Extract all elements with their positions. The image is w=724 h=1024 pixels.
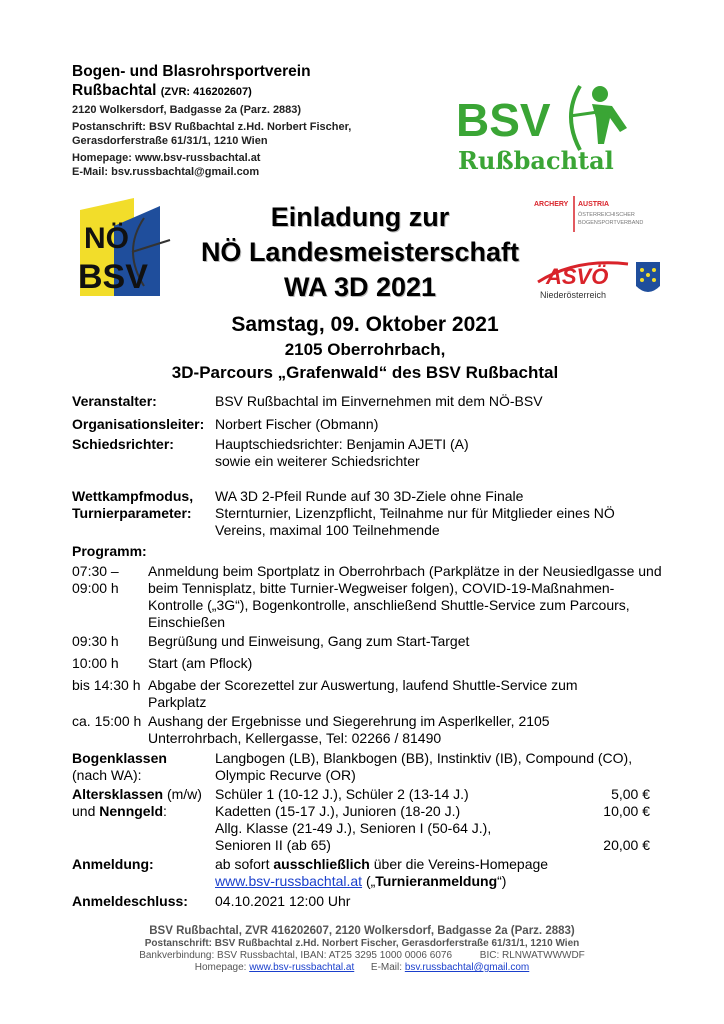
asvo-text: ASVÖ (546, 264, 609, 289)
event-place: 2105 Oberrohrbach, (284, 340, 446, 359)
bogenklassen-value2: Olympic Recurve (OR) (215, 767, 356, 783)
prog-time-5: ca. 15:00 h (72, 713, 142, 729)
programm-label: Programm: (72, 543, 147, 559)
event-course: 3D-Parcours „Grafenwald“ des BSV Rußbachtal (171, 363, 559, 382)
event-info (60, 312, 670, 384)
prog-time-1a: 07:30 – (72, 563, 119, 579)
org-value: Norbert Fischer (Obmann) (215, 416, 379, 432)
altersklassen-row3: Allg. Klasse (21-49 J.), Senioren I (50-64 J.), (215, 820, 492, 836)
noe-logo-bottom-text: BSV (78, 258, 148, 296)
archery-text: ARCHERY (534, 201, 569, 208)
prog-text-3: Start (am Pflock) (148, 655, 253, 671)
title-line3: WA 3D 2021 (283, 272, 437, 302)
schied-value2: sowie ein weiterer Schiedsrichter (215, 453, 420, 469)
prog-time-2: 09:30 h (72, 633, 119, 649)
eagle-dot-icon (640, 268, 644, 272)
footer-email-label: E-Mail: (354, 962, 405, 973)
noe-bsv-logo-graphic (74, 196, 174, 301)
footer (60, 924, 664, 974)
bsv-logo-letters: BSV (456, 94, 551, 146)
modus-value2: Sternturnier, Lizenzpflicht, Teilnahme nur für Mitglieder eines NÖ (215, 505, 615, 521)
altersklassen-label-bold: Altersklassen (72, 786, 164, 802)
club-name (72, 62, 311, 102)
archery-austria-logo (534, 194, 664, 234)
club-name-line1: Bogen- und Blasrohrsportverein (72, 63, 311, 80)
club-postal-line1: Postanschrift: BSV Rußbachtal z.Hd. Norbert Fischer, (72, 121, 352, 133)
altersklassen-row2: Kadetten (15-17 J.), Junioren (18-20 J.) (215, 803, 461, 819)
prog-time-4: bis 14:30 h (72, 677, 141, 693)
veranstalter-label: Veranstalter: (72, 393, 157, 409)
club-zvr: (ZVR: 416202607) (160, 86, 252, 98)
altersklassen-label-suffix: (m/w) (163, 786, 202, 802)
club-address: 2120 Wolkersdorf, Badgasse 2a (Parz. 2883) (72, 104, 302, 116)
prog-time-1b: 09:00 h (72, 580, 119, 596)
modus-value1: WA 3D 2-Pfeil Runde auf 30 3D-Ziele ohne Finale (215, 488, 524, 504)
altersklassen-row4: Senioren II (ab 65) (215, 837, 331, 853)
fee-1: 5,00 € (611, 786, 650, 802)
homepage-link[interactable]: www.bsv-russbachtal.at (215, 873, 363, 889)
schied-value1: Hauptschiedsrichter: Benjamin AJETI (A) (215, 436, 469, 452)
nenngeld-label (72, 803, 167, 820)
bsv-logo-graphic (452, 66, 652, 176)
noe-bsv-logo (74, 196, 174, 301)
eagle-dot-icon (640, 278, 644, 282)
prog-text-1: Anmeldung beim Sportplatz in Oberrohrbach (Parkplätze in der Neusiedlgasse und beim Tennisplatz, bitte Turnier-Wegweiser folgen), COVID-19-Maßnahmen-Kontrolle („3G“), Bogenkontrolle, anschließend Shuttle-Service zum Parcours, Einschießen (148, 563, 662, 630)
footer-line4 (60, 962, 664, 974)
archery-austria-graphic (534, 194, 664, 234)
nenngeld-label-prefix: und (72, 803, 100, 819)
club-name-line2 (72, 81, 311, 102)
eagle-dot-icon (652, 278, 656, 282)
footer-line2: Postanschrift: BSV Rußbachtal z.Hd. Norbert Fischer, Gerasdorferstraße 61/31/1, 1210 Wien (144, 938, 580, 949)
club-email: E-Mail: bsv.russbachtal@gmail.com (72, 166, 260, 178)
anmeldeschluss-label: Anmeldeschluss: (72, 893, 188, 909)
altersklassen-label (72, 786, 202, 803)
footer-homepage-link[interactable]: www.bsv-russbachtal.at (249, 962, 355, 973)
fee-2: 10,00 € (603, 803, 650, 819)
asvo-logo (536, 256, 664, 304)
bsv-russbachtal-logo (452, 66, 652, 176)
bogenklassen-value1: Langbogen (LB), Blankbogen (BB), Instinktiv (IB), Compound (CO), (215, 750, 633, 766)
anmeldung-link-close: “) (497, 873, 507, 889)
club-postal-line2: Gerasdorferstraße 61/31/1, 1210 Wien (72, 135, 268, 147)
footer-email-link[interactable]: bsv.russbachtal@gmail.com (404, 962, 530, 973)
prog-time-3: 10:00 h (72, 655, 119, 671)
eagle-dot-icon (652, 268, 656, 272)
bogenklassen-label2: (nach WA): (72, 767, 142, 783)
event-date: Samstag, 09. Oktober 2021 (231, 313, 499, 336)
modus-label2: Turnierparameter: (72, 505, 192, 521)
eagle-dot-icon (646, 273, 650, 277)
club-name-russbachtal: Rußbachtal (72, 82, 157, 99)
nenngeld-label-bold: Nenngeld (99, 803, 164, 819)
anmeldung-bold: ausschließlich (273, 856, 370, 872)
club-homepage: Homepage: www.bsv-russbachtal.at (72, 152, 261, 164)
prog-text-2: Begrüßung und Einweisung, Gang zum Start-Target (148, 633, 470, 649)
anmeldung-link-open: („ (362, 873, 376, 889)
prog-text-4: Abgabe der Scorezettel zur Auswertung, laufend Shuttle-Service zum Parkplatz (148, 677, 578, 710)
asvo-sub: Niederösterreich (540, 290, 607, 300)
modus-label1: Wettkampfmodus, (72, 488, 194, 504)
title-line2: NÖ Landesmeisterschaft (200, 237, 520, 267)
archer-head-icon (592, 86, 608, 102)
modus-value3: Vereins, maximal 100 Teilnehmende (215, 522, 440, 538)
anmeldung-turnieranmeldung: Turnieranmeldung (375, 873, 498, 889)
bogensport-text: BOGENSPORTVERBAND (578, 220, 644, 226)
footer-line1: BSV Rußbachtal, ZVR 416202607, 2120 Wolkersdorf, Badgasse 2a (Parz. 2883) (149, 925, 575, 937)
anmeldung-value (215, 856, 548, 873)
anmeldung-prefix: ab sofort (215, 856, 274, 872)
anmeldung-link-line (215, 873, 506, 890)
oesterr-text: ÖSTERREICHISCHER (578, 212, 635, 218)
noe-logo-top-text: NÖ (84, 222, 129, 255)
asvo-logo-graphic (536, 256, 664, 304)
bow-icon (571, 86, 580, 150)
title-line1: Einladung zur (270, 202, 450, 232)
bogenklassen-label: Bogenklassen (72, 750, 167, 766)
invitation-title (175, 200, 545, 305)
bsv-logo-sub: Rußbachtal (458, 146, 614, 175)
nenngeld-label-suffix: : (163, 803, 167, 819)
schied-label: Schiedsrichter: (72, 436, 174, 452)
footer-homepage-label: Homepage: (194, 962, 250, 973)
veranstalter-value: BSV Rußbachtal im Einvernehmen mit dem NÖ-BSV (215, 393, 543, 409)
footer-line3: Bankverbindung: BSV Russbachtal, IBAN: AT25 3295 1000 0006 6076 BIC: RLNWATWWWDF (139, 950, 585, 961)
austria-text: AUSTRIA (578, 201, 610, 208)
altersklassen-row1: Schüler 1 (10-12 J.), Schüler 2 (13-14 J.) (215, 786, 469, 802)
anmeldung-suffix: über die Vereins-Homepage (369, 856, 549, 872)
anmeldeschluss-value: 04.10.2021 12:00 Uhr (215, 893, 351, 909)
org-label: Organisationsleiter: (72, 416, 205, 432)
anmeldung-label: Anmeldung: (72, 856, 154, 872)
fee-3: 20,00 € (603, 837, 650, 853)
prog-text-5: Aushang der Ergebnisse und Siegerehrung im Asperlkeller, 2105 Unterrohrbach, Kellergasse, Tel: 02266 / 81490 (148, 713, 550, 746)
